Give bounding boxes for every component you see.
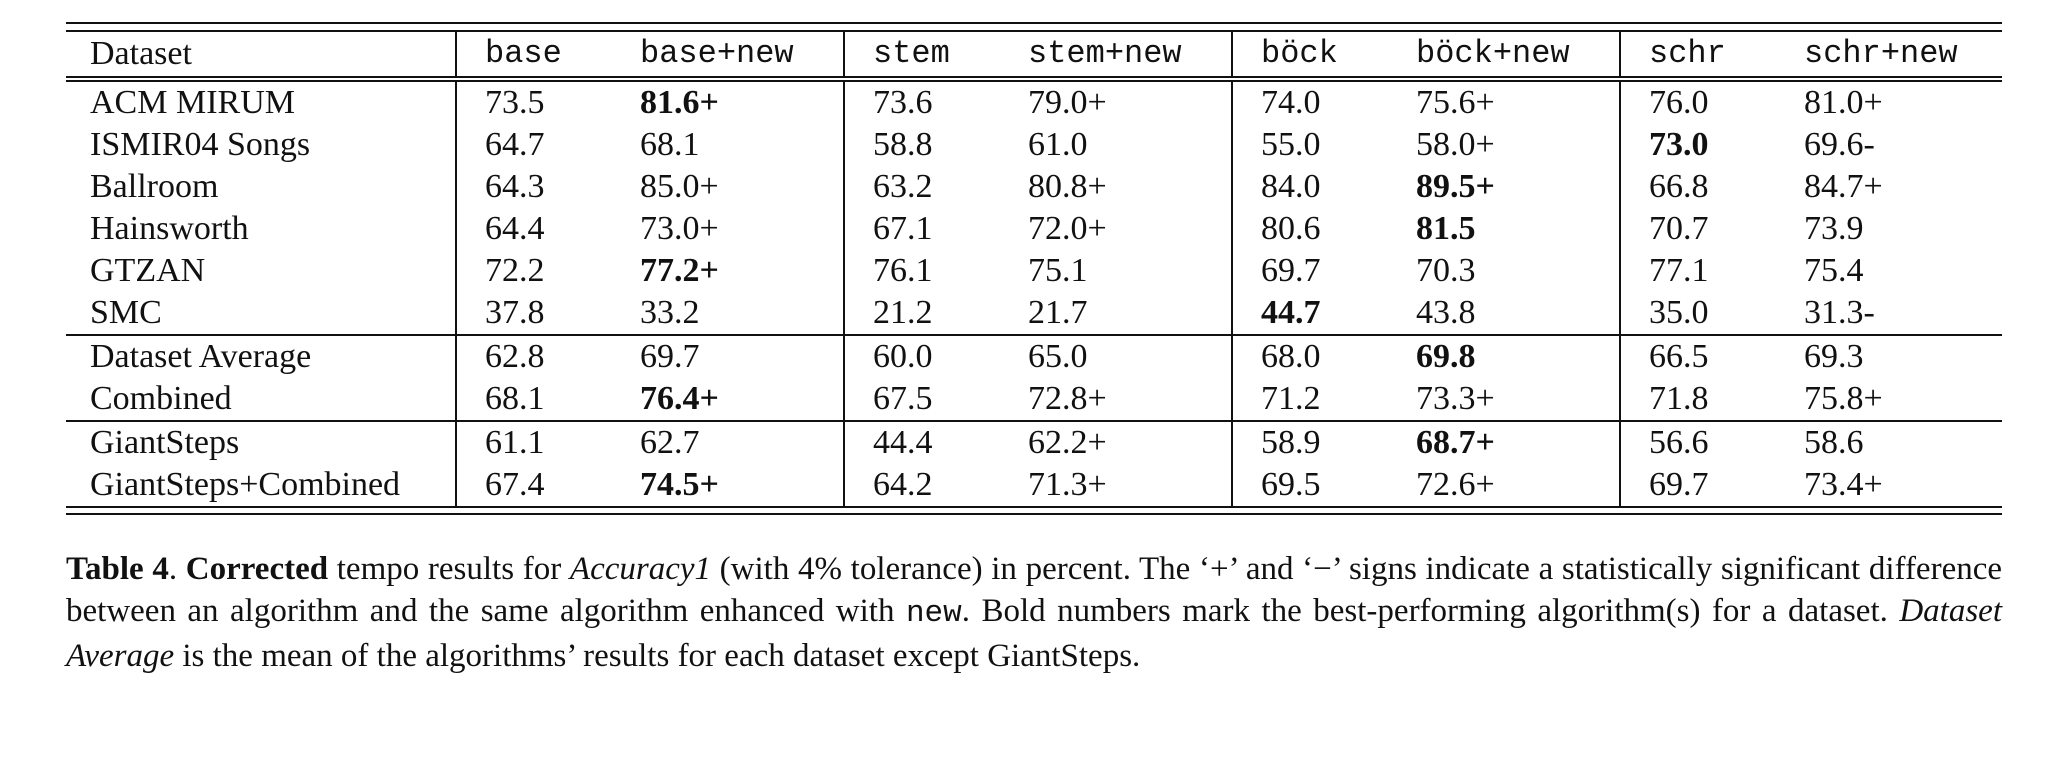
table-row (66, 421, 2002, 464)
table-cell: 67.4 (456, 464, 612, 506)
table-cell: 77.1 (1620, 250, 1776, 292)
row-dataset-name: ACM MIRUM (66, 79, 456, 124)
table-cell: 75.4 (1804, 252, 1864, 289)
table-cell: 44.4 (844, 421, 1000, 464)
table-cell: 73.0 (1620, 124, 1776, 166)
row-dataset-name: SMC (90, 294, 162, 331)
caption-dataset-average: Dataset Average (66, 593, 2003, 674)
table-cell: 68.7+ (1388, 421, 1620, 464)
table-cell: 71.2 (1232, 378, 1388, 421)
table-cell: 64.3 (456, 166, 612, 208)
table-cell: 61.1 (456, 421, 612, 464)
table-cell: 76.0 (1620, 79, 1776, 124)
table-row (66, 464, 2002, 506)
table-row (66, 250, 2002, 292)
table-top-rule (66, 22, 2002, 32)
column-header: base (456, 32, 612, 79)
table-cell: 35.0 (1620, 292, 1776, 335)
caption-metric: Accuracy1 (569, 551, 711, 587)
table-cell: 73.0+ (640, 210, 719, 247)
table-cell: 75.1 (1028, 252, 1088, 289)
table-cell: 81.0+ (1776, 79, 2002, 124)
table-cell: 69.5 (1232, 464, 1388, 506)
table-cell: 58.0+ (1416, 126, 1495, 163)
table-cell: 74.0 (1232, 79, 1388, 124)
table-row (66, 79, 2002, 124)
table-cell: 77.2+ (640, 252, 719, 289)
table-cell: 73.6 (844, 79, 1000, 124)
table-cell: 74.5+ (640, 466, 719, 503)
table-cell: 43.8 (1416, 294, 1476, 331)
table-cell: 58.8 (844, 124, 1000, 166)
table-cell: 68.0 (1232, 335, 1388, 378)
table-cell: 67.5 (844, 378, 1000, 421)
table-cell: 69.6- (1804, 126, 1875, 163)
table-row (66, 292, 2002, 335)
table-row (66, 208, 2002, 250)
table-cell: 60.0 (844, 335, 1000, 378)
table-cell: 58.9 (1232, 421, 1388, 464)
table-cell: 69.7 (1620, 464, 1776, 506)
table-cell: 79.0+ (1000, 79, 1232, 124)
row-dataset-name: Combined (90, 380, 232, 417)
table-cell: 62.2+ (1000, 421, 1232, 464)
table-cell: 71.3+ (1028, 466, 1107, 503)
table-cell: 72.2 (456, 250, 612, 292)
table-cell: 63.2 (844, 166, 1000, 208)
table-cell: 80.8+ (1028, 168, 1107, 205)
table-cell: 73.9 (1804, 210, 1864, 247)
table-row (66, 378, 2002, 421)
caption-lead: Corrected (185, 551, 329, 587)
table-cell: 84.0 (1232, 166, 1388, 208)
table-cell: 64.7 (456, 124, 612, 166)
table-cell: 67.1 (844, 208, 1000, 250)
table-cell: 69.3 (1776, 335, 2002, 378)
row-dataset-name: GTZAN (90, 252, 206, 289)
table-cell: 61.0 (1028, 126, 1088, 163)
table-row (66, 335, 2002, 378)
row-dataset-name: GiantSteps+Combined (90, 466, 401, 503)
table-cell: 68.1 (456, 378, 612, 421)
caption-text: (with 4% tolerance) in percent. The ‘+’ and ‘−’ signs indicate a statistically significant difference between an algorithm and the same algorithm enhanced with (66, 551, 2003, 629)
caption-text: . Bold numbers mark the best-performing algorithm(s) for a dataset. (961, 593, 1900, 629)
row-dataset-name: Ballroom (90, 168, 219, 205)
table-cell: 66.8 (1620, 166, 1776, 208)
table-cell: 62.7 (612, 421, 844, 464)
row-dataset-name: Hainsworth (90, 210, 249, 247)
table-cell: 37.8 (456, 292, 612, 335)
table-body (66, 79, 2002, 506)
table-cell: 73.4+ (1804, 466, 1883, 503)
column-header: stem (844, 32, 1000, 79)
table-cell: 85.0+ (640, 168, 719, 205)
table-cell: 68.1 (640, 126, 700, 163)
column-header: base+new (640, 35, 794, 72)
table-bottom-rule (66, 506, 2002, 515)
table-cell: 31.3- (1804, 294, 1875, 331)
table-row (66, 124, 2002, 166)
table-cell: 65.0 (1000, 335, 1232, 378)
column-header: schr (1620, 32, 1776, 79)
column-header: schr+new (1804, 35, 1958, 72)
table-cell: 70.3 (1416, 252, 1476, 289)
results-table (66, 32, 2002, 506)
table-cell: 80.6 (1232, 208, 1388, 250)
column-header: stem+new (1028, 35, 1182, 72)
table-header-row (66, 32, 2002, 79)
table-cell: 66.5 (1620, 335, 1776, 378)
row-dataset-name: GiantSteps (66, 421, 456, 464)
column-header: böck (1232, 32, 1388, 79)
table-cell: 69.7 (1232, 250, 1388, 292)
table-cell: 72.0+ (1028, 210, 1107, 247)
table-cell: 69.8 (1388, 335, 1620, 378)
row-dataset-name: Dataset Average (66, 335, 456, 378)
table-cell: 81.5 (1416, 210, 1476, 247)
table-cell: 62.8 (456, 335, 612, 378)
table-cell: 81.6+ (612, 79, 844, 124)
table-cell: 76.1 (844, 250, 1000, 292)
table-cell: 58.6 (1776, 421, 2002, 464)
caption-text: tempo results for (328, 551, 570, 587)
table-cell: 64.4 (456, 208, 612, 250)
table-cell: 21.2 (844, 292, 1000, 335)
table-cell: 72.8+ (1028, 380, 1107, 417)
table-cell: 21.7 (1028, 294, 1088, 331)
table-cell: 70.7 (1620, 208, 1776, 250)
table-row (66, 166, 2002, 208)
table-cell: 75.6+ (1388, 79, 1620, 124)
column-header: böck+new (1416, 35, 1570, 72)
table-cell: 73.3+ (1416, 380, 1495, 417)
caption-label: Table 4 (66, 551, 169, 587)
table-cell: 73.5 (456, 79, 612, 124)
table-cell: 72.6+ (1416, 466, 1495, 503)
table-cell: 69.7 (612, 335, 844, 378)
column-header: Dataset (90, 35, 192, 72)
table-cell: 76.4+ (640, 380, 719, 417)
table-cell: 84.7+ (1804, 168, 1883, 205)
table-cell: 33.2 (640, 294, 700, 331)
table-cell: 44.7 (1232, 292, 1388, 335)
results-table-container (66, 22, 2002, 515)
table-cell: 89.5+ (1416, 168, 1495, 205)
table-cell: 64.2 (844, 464, 1000, 506)
caption-separator: . (168, 551, 186, 587)
table-cell: 55.0 (1232, 124, 1388, 166)
caption-text: is the mean of the algorithms’ results for each dataset except GiantSteps. (174, 638, 1141, 674)
table-cell: 71.8 (1620, 378, 1776, 421)
caption-code-new: new (905, 596, 962, 631)
table-cell: 56.6 (1620, 421, 1776, 464)
row-dataset-name: ISMIR04 Songs (90, 126, 311, 163)
table-caption (66, 548, 2002, 677)
table-cell: 75.8+ (1804, 380, 1883, 417)
